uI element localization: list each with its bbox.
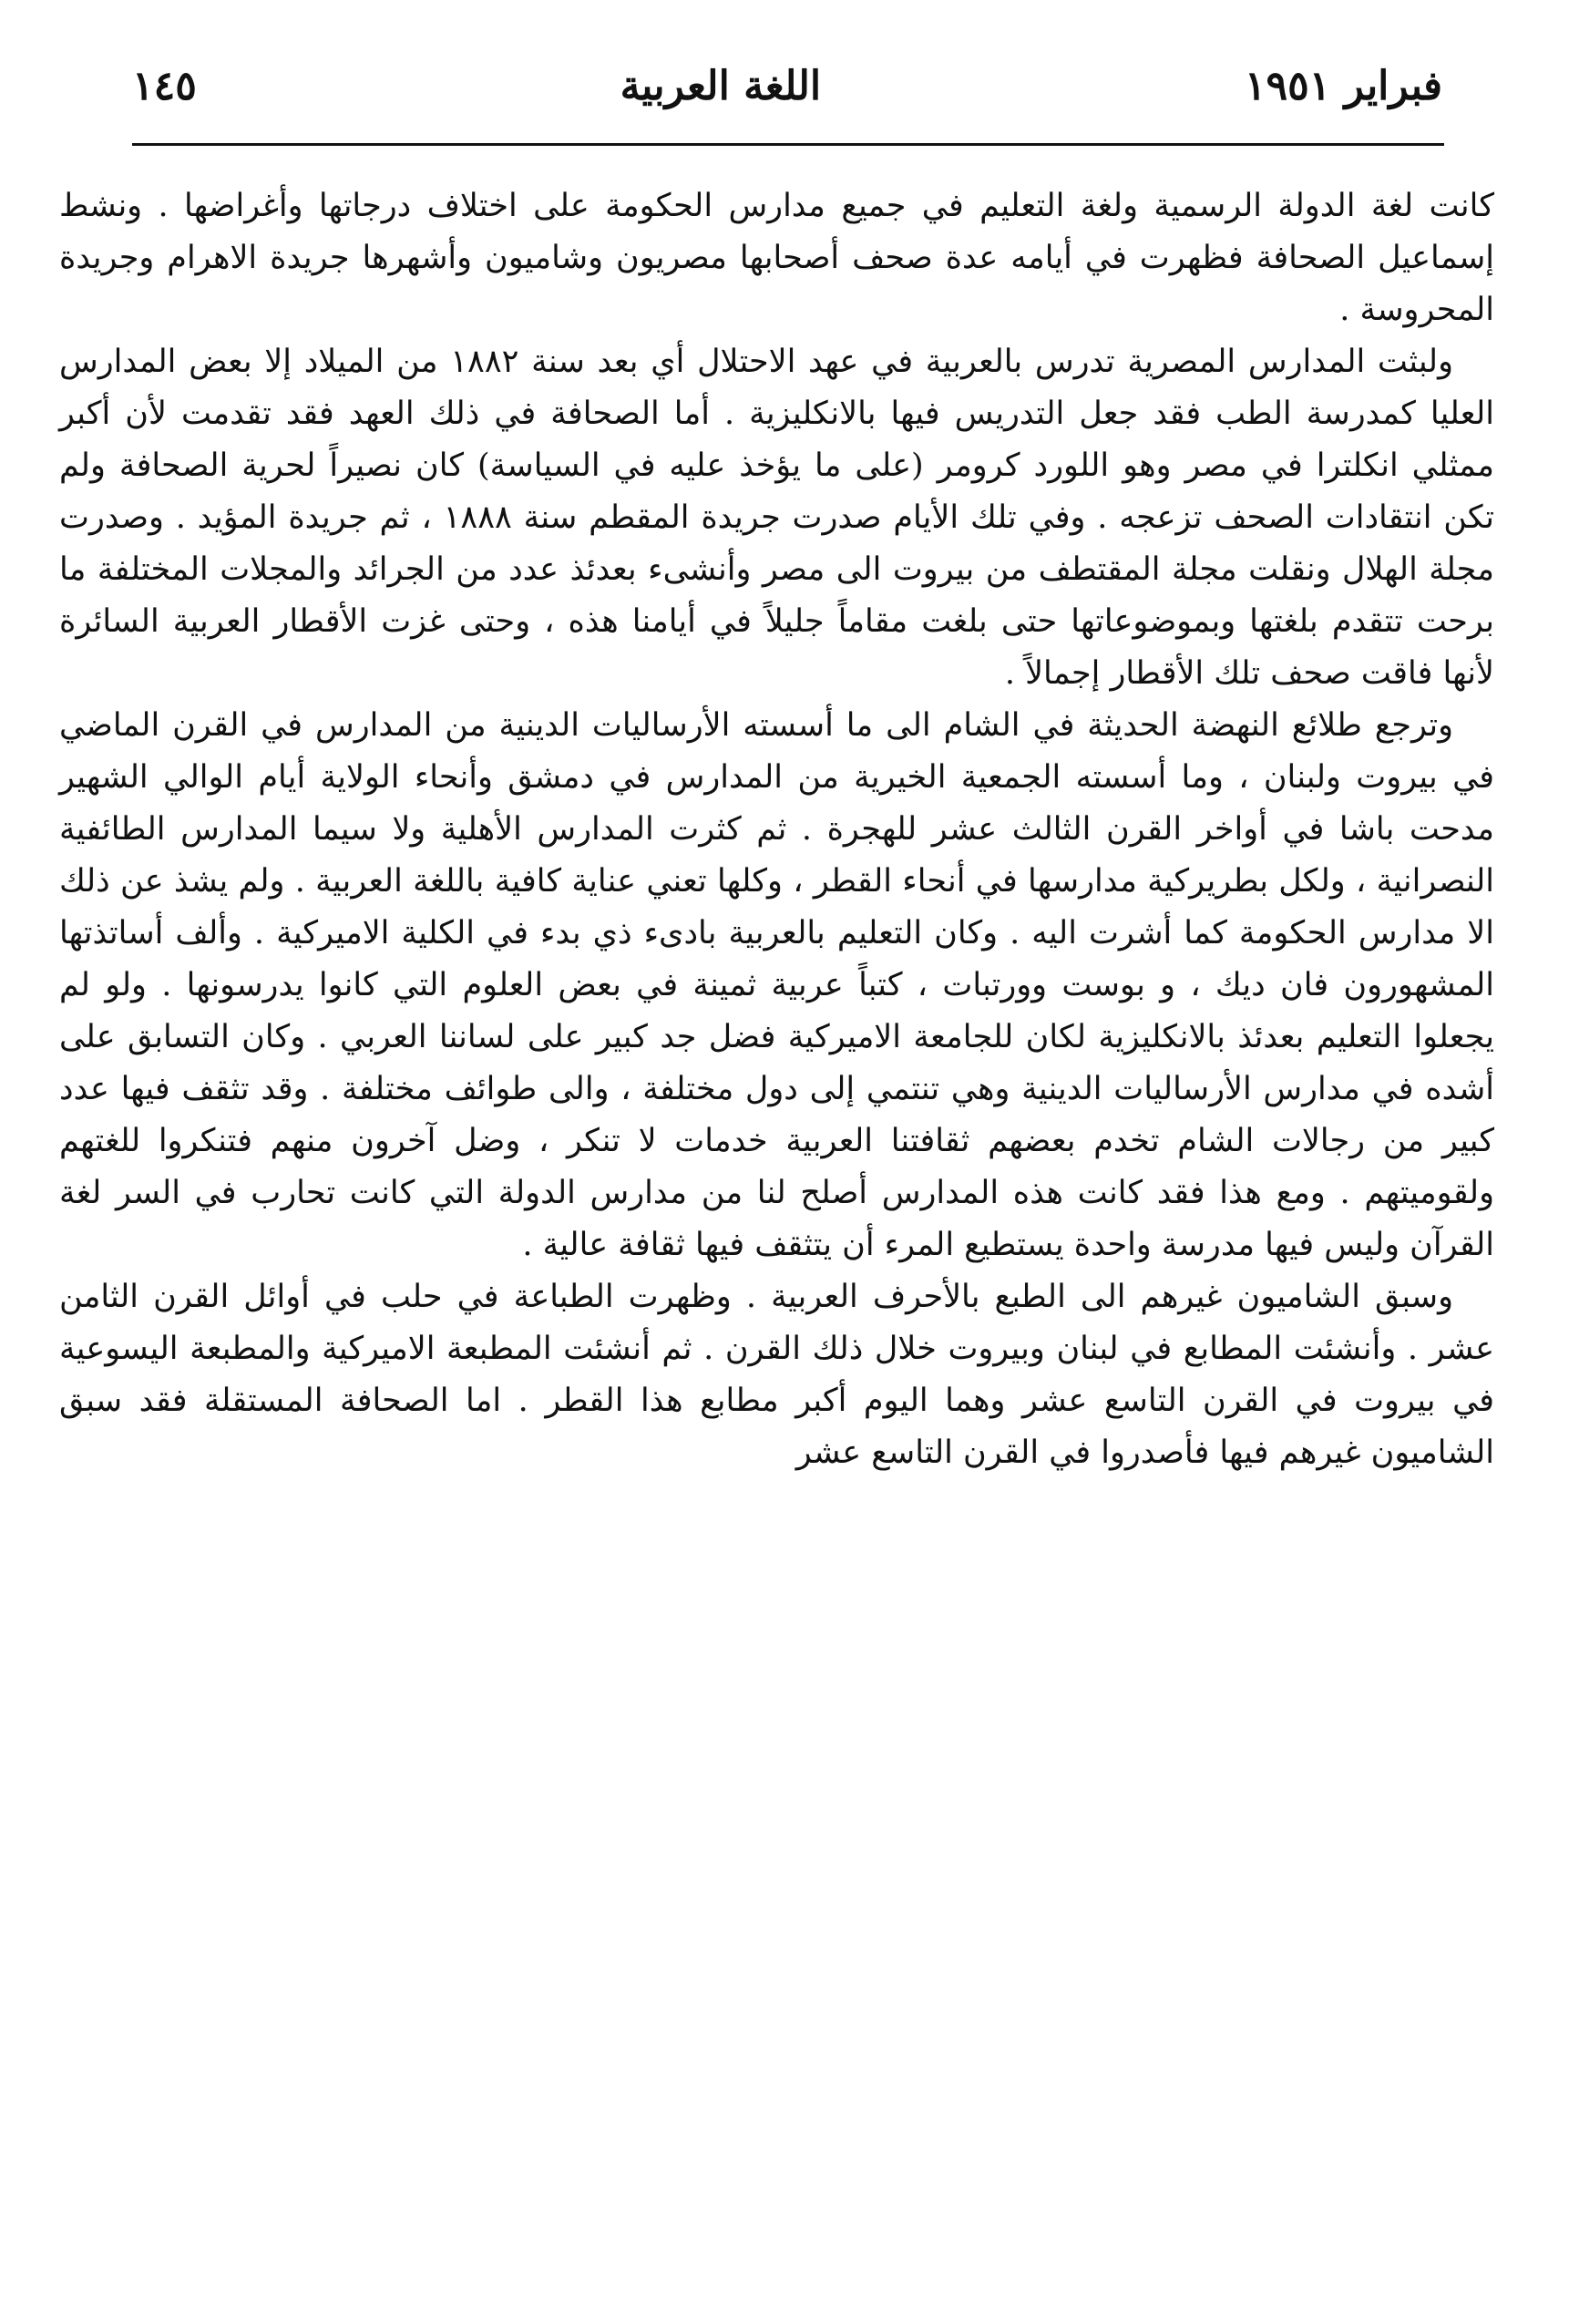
header-rule — [132, 143, 1444, 146]
page-number: ١٤٥ — [132, 63, 197, 109]
paragraph-schools-and-press-ismail: كانت لغة الدولة الرسمية ولغة التعليم في جميع مدارس الحكومة على اختلاف درجاتها وأغراضها . ونشط إسماعيل الصحافة فظهرت في أيامه عدة صحف أصحابها مصريون وشاميون وأشهرها جريدة الاهرام وجريدة المحروسة . — [59, 188, 1494, 328]
issue-date: فبراير ١٩٥١ — [1244, 63, 1442, 109]
article-body — [59, 180, 1494, 1479]
paragraph-occupation-era-press: ولبثت المدارس المصرية تدرس بالعربية في عهد الاحتلال أي بعد سنة ١٨٨٢ من الميلاد إلا بعض المدارس العليا كمدرسة الطب فقد جعل التدريس فيها بالانكليزية . أما الصحافة في ذلك العهد فقد تقدمت لأن أكبر ممثلي انكلترا في مصر وهو اللورد كرومر (على ما يؤخذ عليه في السياسة) كان نصيراً لحرية الصحافة ولم تكن انتقادات الصحف تزعجه . وفي تلك الأيام صدرت جريدة المقطم سنة ١٨٨٨ ، ثم جريدة المؤيد . وصدرت مجلة الهلال ونقلت مجلة المقتطف من بيروت الى مصر وأنشىء بعدئذ عدد من الجرائد والمجلات المختلفة ما برحت تتقدم بلغتها وبموضوعاتها حتى بلغت مقاماً جليلاً في أيامنا هذه ، وحتى غزت الأقطار العربية السائرة لأنها فاقت صحف تلك الأقطار إجمالاً . — [59, 344, 1494, 692]
running-header — [132, 55, 1442, 118]
paragraph-syria-printing: وسبق الشاميون غيرهم الى الطبع بالأحرف العربية . وظهرت الطباعة في حلب في أوائل القرن الثامن عشر . وأنشئت المطابع في لبنان وبيروت خلال ذلك القرن . ثم أنشئت المطبعة الاميركية والمطبعة اليسوعية في بيروت في القرن التاسع عشر وهما اليوم أكبر مطابع هذا القطر . اما الصحافة المستقلة فقد سبق الشاميون غيرهم فيها فأصدروا في القرن التاسع عشر — [59, 1279, 1494, 1471]
paragraph-syria-renaissance-schools: وترجع طلائع النهضة الحديثة في الشام الى ما أسسته الأرساليات الدينية من المدارس في القرن الماضي في بيروت ولبنان ، وما أسسته الجمعية الخيرية من المدارس في دمشق وأنحاء الولاية أيام الوالي الشهير مدحت باشا في أواخر القرن الثالث عشر للهجرة . ثم كثرت المدارس الأهلية ولا سيما المدارس الطائفية النصرانية ، ولكل بطريركية مدارسها في أنحاء القطر ، وكلها تعني عناية كافية باللغة العربية . ولم يشذ عن ذلك الا مدارس الحكومة كما أشرت اليه . وكان التعليم بالعربية بادىء ذي بدء في الكلية الاميركية . وألف أساتذتها المشهورون فان ديك ، و بوست وورتبات ، كتباً عربية ثمينة في بعض العلوم التي كانوا يدرسونها . ولو لم يجعلوا التعليم بعدئذ بالانكليزية لكان للجامعة الاميركية فضل جد كبير على لساننا العربي . وكان التسابق على أشده في مدارس الأرساليات الدينية وهي تنتمي إلى دول مختلفة ، والى طوائف مختلفة . وقد تثقف فيها عدد كبير من رجالات الشام تخدم بعضهم ثقافتنا العربية خدمات لا تنكر ، وضل آخرون منهم فتنكروا للغتهم ولقوميتهم . ومع هذا فقد كانت هذه المدارس أصلح لنا من مدارس الدولة التي كانت تحارب في السر لغة القرآن وليس فيها مدرسة واحدة يستطيع المرء أن يتثقف فيها ثقافة عالية . — [59, 707, 1494, 1263]
journal-title: اللغة العربية — [620, 63, 822, 109]
